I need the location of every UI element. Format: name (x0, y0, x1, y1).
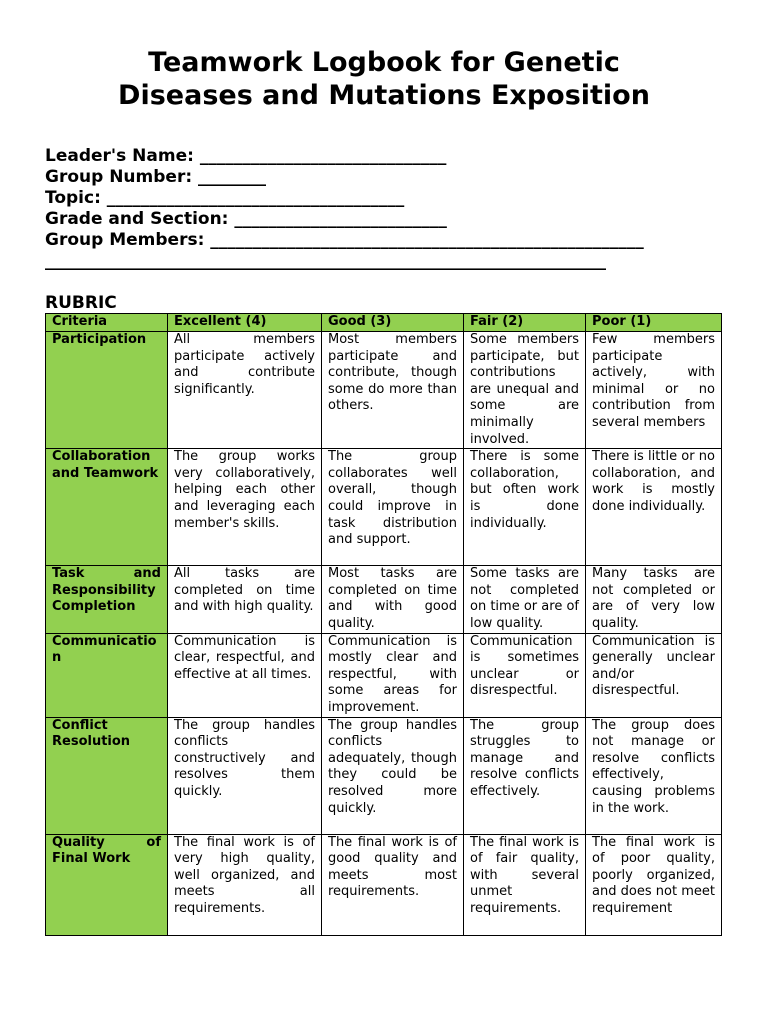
good-cell: Most members participate and contribute, though some do more than others. (322, 332, 464, 449)
document-title (0, 46, 768, 112)
excellent-cell: All tasks are completed on time and with high quality. (168, 566, 322, 633)
excellent-cell: Communication is clear, respectful, and effective at all times. (168, 633, 322, 717)
good-cell: The group collaborates well overall, though could improve in task distribution and support. (322, 449, 464, 566)
good-cell: The final work is of good quality and meets most requirements. (322, 834, 464, 935)
topic-field: Topic: ___________________________________ (45, 188, 405, 208)
excellent-cell: The final work is of very high quality, well organized, and meets all requirements. (168, 834, 322, 935)
table-row (46, 633, 722, 717)
rubric-table (45, 313, 722, 936)
rubric-heading: RUBRIC (45, 293, 117, 313)
header-criteria: Criteria (46, 314, 168, 332)
info-fields (45, 146, 745, 272)
header-good: Good (3) (322, 314, 464, 332)
group-members-continuation-line: __________________________________________________________________ (45, 251, 606, 271)
fair-cell: Some tasks are not completed on time or are of low quality. (464, 566, 586, 633)
grade-section-field: Grade and Section: _________________________ (45, 209, 447, 229)
header-excellent: Excellent (4) (168, 314, 322, 332)
group-members-field: Group Members: ___________________________________________________ (45, 230, 644, 250)
good-cell: Most tasks are completed on time and with good quality. (322, 566, 464, 633)
fair-cell: The group struggles to manage and resolve conflicts effectively. (464, 717, 586, 834)
criteria-cell: Quality of Final Work (46, 834, 168, 935)
poor-cell: Communication is generally unclear and/or disrespectful. (586, 633, 722, 717)
criteria-cell: Conflict Resolution (46, 717, 168, 834)
group-number-field: Group Number: ________ (45, 167, 267, 187)
poor-cell: The final work is of poor quality, poorly organized, and does not meet requirement (586, 834, 722, 935)
poor-cell: Few members participate actively, with minimal or no contribution from several members (586, 332, 722, 449)
table-row (46, 332, 722, 449)
table-row (46, 566, 722, 633)
excellent-cell: The group works very collaboratively, helping each other and leveraging each member's skills. (168, 449, 322, 566)
poor-cell: Many tasks are not completed or are of very low quality. (586, 566, 722, 633)
table-row (46, 449, 722, 566)
header-fair: Fair (2) (464, 314, 586, 332)
criteria-cell: Task and Responsibility Completion (46, 566, 168, 633)
poor-cell: There is little or no collaboration, and work is mostly done individually. (586, 449, 722, 566)
fair-cell: Communication is sometimes unclear or disrespectful. (464, 633, 586, 717)
criteria-cell: Communication (46, 633, 168, 717)
criteria-cell: Participation (46, 332, 168, 449)
excellent-cell: All members participate actively and contribute significantly. (168, 332, 322, 449)
rubric-header-row (46, 314, 722, 332)
title-line-2: Diseases and Mutations Exposition (118, 80, 650, 111)
leader-name-field: Leader's Name: _____________________________ (45, 146, 447, 166)
good-cell: The group handles conflicts adequately, though they could be resolved more quickly. (322, 717, 464, 834)
poor-cell: The group does not manage or resolve conflicts effectively, causing problems in the work. (586, 717, 722, 834)
header-poor: Poor (1) (586, 314, 722, 332)
fair-cell: There is some collaboration, but often work is done individually. (464, 449, 586, 566)
fair-cell: The final work is of fair quality, with several unmet requirements. (464, 834, 586, 935)
fair-cell: Some members participate, but contributions are unequal and some are minimally involved. (464, 332, 586, 449)
criteria-cell: Collaboration and Teamwork (46, 449, 168, 566)
excellent-cell: The group handles conflicts constructively and resolves them quickly. (168, 717, 322, 834)
table-row (46, 717, 722, 834)
table-row (46, 834, 722, 935)
title-line-1: Teamwork Logbook for Genetic (148, 47, 620, 78)
good-cell: Communication is mostly clear and respectful, with some areas for improvement. (322, 633, 464, 717)
